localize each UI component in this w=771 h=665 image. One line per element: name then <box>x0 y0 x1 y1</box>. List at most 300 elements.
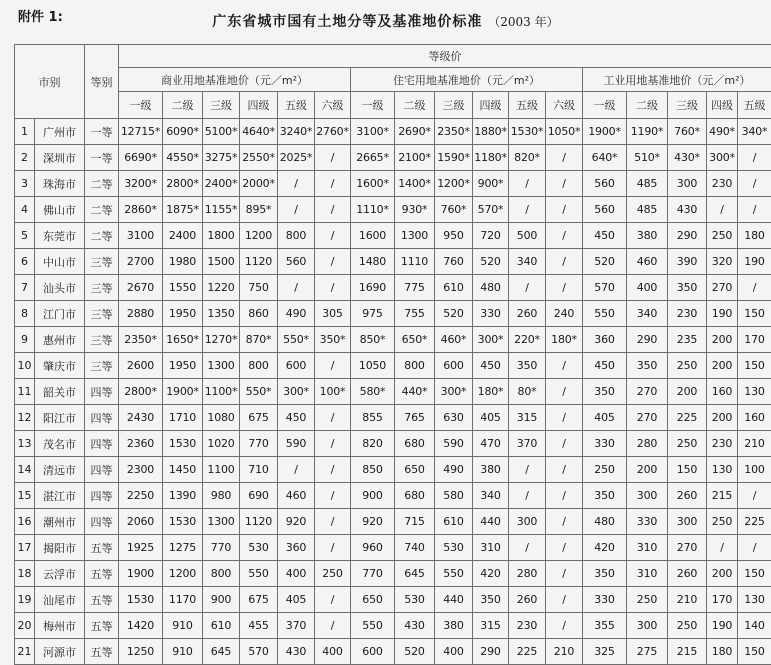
city-grade: 一等 <box>85 145 119 171</box>
price-cell: / <box>738 535 771 561</box>
price-cell: 300* <box>473 327 509 353</box>
table-row <box>15 431 771 457</box>
price-cell: 610 <box>203 613 240 639</box>
price-cell: / <box>738 483 771 509</box>
price-cell: 450 <box>583 353 627 379</box>
city-name: 深圳市 <box>35 145 85 171</box>
price-cell: 230 <box>509 613 546 639</box>
price-cell: 1530* <box>509 119 546 145</box>
city-grade: 五等 <box>85 587 119 613</box>
price-cell: 750 <box>240 275 278 301</box>
table-row <box>15 353 771 379</box>
table-row <box>15 301 771 327</box>
price-cell: 250 <box>707 509 738 535</box>
price-cell: / <box>546 587 583 613</box>
price-cell: 1080 <box>203 405 240 431</box>
row-number: 11 <box>15 379 35 405</box>
price-cell: 520 <box>395 639 435 665</box>
city-grade: 四等 <box>85 405 119 431</box>
price-cell: 630 <box>435 405 473 431</box>
price-cell: 210 <box>668 587 707 613</box>
table-row <box>15 587 771 613</box>
table-row <box>15 171 771 197</box>
price-cell: 2025* <box>278 145 315 171</box>
price-cell: 490 <box>278 301 315 327</box>
price-cell: 190 <box>707 613 738 639</box>
price-cell: 3240* <box>278 119 315 145</box>
table-row <box>15 405 771 431</box>
price-cell: 1120 <box>240 249 278 275</box>
price-cell: 1275 <box>163 535 203 561</box>
price-cell: 1800 <box>203 223 240 249</box>
header-residential: 住宅用地基准地价（元／m²） <box>351 68 583 92</box>
price-cell: 250 <box>668 431 707 457</box>
city-name: 中山市 <box>35 249 85 275</box>
price-cell: 400 <box>315 639 351 665</box>
price-cell: / <box>509 171 546 197</box>
price-cell: 340 <box>627 301 668 327</box>
price-cell: 2760* <box>315 119 351 145</box>
price-cell: 1200* <box>435 171 473 197</box>
price-cell: 350* <box>315 327 351 353</box>
price-cell: 600 <box>435 353 473 379</box>
price-cell: 130 <box>738 587 771 613</box>
table-body <box>15 119 771 665</box>
price-cell: 640* <box>583 145 627 171</box>
price-cell: / <box>315 353 351 379</box>
header-commercial-level: 一级 <box>119 92 163 119</box>
price-cell: 215 <box>668 639 707 665</box>
table-row <box>15 275 771 301</box>
price-cell: 1950 <box>163 353 203 379</box>
price-cell: 650 <box>351 587 395 613</box>
city-grade: 五等 <box>85 535 119 561</box>
price-cell: 300* <box>278 379 315 405</box>
city-name: 梅州市 <box>35 613 85 639</box>
price-cell: 1450 <box>163 457 203 483</box>
price-cell: 800 <box>240 353 278 379</box>
price-cell: 820* <box>509 145 546 171</box>
header-industrial: 工业用地基准地价（元／m²） <box>583 68 771 92</box>
price-cell: 2360 <box>119 431 163 457</box>
price-cell: 420 <box>583 535 627 561</box>
price-cell: 1100 <box>203 457 240 483</box>
price-cell: / <box>738 171 771 197</box>
price-cell: 305 <box>315 301 351 327</box>
price-cell: 850 <box>351 457 395 483</box>
price-cell: / <box>315 275 351 301</box>
city-grade: 二等 <box>85 171 119 197</box>
row-number: 19 <box>15 587 35 613</box>
price-cell: 1155* <box>203 197 240 223</box>
price-cell: 450 <box>473 353 509 379</box>
price-cell: 960 <box>351 535 395 561</box>
price-cell: 170 <box>738 327 771 353</box>
price-cell: / <box>546 561 583 587</box>
table-row <box>15 613 771 639</box>
price-cell: 580* <box>351 379 395 405</box>
row-number: 10 <box>15 353 35 379</box>
price-cell: / <box>315 535 351 561</box>
row-number: 6 <box>15 249 35 275</box>
header-commercial: 商业用地基准地价（元／m²） <box>119 68 351 92</box>
header-commercial-level: 二级 <box>163 92 203 119</box>
price-cell: 3100 <box>119 223 163 249</box>
header-commercial-level: 五级 <box>278 92 315 119</box>
price-cell: 1180* <box>473 145 509 171</box>
row-number: 17 <box>15 535 35 561</box>
price-cell: / <box>546 613 583 639</box>
price-cell: 350 <box>509 353 546 379</box>
price-cell: 1550 <box>163 275 203 301</box>
price-cell: 570 <box>583 275 627 301</box>
price-cell: / <box>546 483 583 509</box>
city-grade: 三等 <box>85 353 119 379</box>
header-commercial-level: 四级 <box>240 92 278 119</box>
price-cell: 1170 <box>163 587 203 613</box>
price-cell: 680 <box>395 431 435 457</box>
price-cell: 225 <box>668 405 707 431</box>
price-cell: / <box>509 275 546 301</box>
price-cell: 3200* <box>119 171 163 197</box>
price-cell: 1925 <box>119 535 163 561</box>
price-cell: 1600 <box>351 223 395 249</box>
price-cell: / <box>315 509 351 535</box>
price-cell: / <box>546 405 583 431</box>
price-cell: 580 <box>435 483 473 509</box>
price-cell: / <box>738 145 771 171</box>
price-cell: 1530 <box>163 431 203 457</box>
header-industrial-level: 五级 <box>738 92 771 119</box>
price-cell: / <box>509 457 546 483</box>
price-cell: 350 <box>627 353 668 379</box>
price-cell: 430* <box>668 145 707 171</box>
price-cell: 645 <box>203 639 240 665</box>
price-cell: 130 <box>738 379 771 405</box>
price-cell: / <box>315 405 351 431</box>
row-number: 18 <box>15 561 35 587</box>
row-number: 12 <box>15 405 35 431</box>
price-cell: 470 <box>473 431 509 457</box>
price-cell: 530 <box>435 535 473 561</box>
header-residential-level: 二级 <box>395 92 435 119</box>
price-cell: 2350* <box>119 327 163 353</box>
price-cell: 650* <box>395 327 435 353</box>
price-cell: 330 <box>583 587 627 613</box>
city-name: 广州市 <box>35 119 85 145</box>
price-cell: 330 <box>627 509 668 535</box>
table-row <box>15 119 771 145</box>
price-cell: 430 <box>278 639 315 665</box>
price-cell: / <box>546 249 583 275</box>
header-residential-level: 六级 <box>546 92 583 119</box>
price-cell: 4550* <box>163 145 203 171</box>
price-cell: / <box>315 145 351 171</box>
city-grade: 四等 <box>85 379 119 405</box>
price-cell: 480 <box>583 509 627 535</box>
price-cell: / <box>278 457 315 483</box>
price-cell: 1390 <box>163 483 203 509</box>
price-cell: 440* <box>395 379 435 405</box>
price-cell: 300 <box>627 613 668 639</box>
price-cell: / <box>738 275 771 301</box>
price-cell: 250 <box>668 353 707 379</box>
city-name: 河源市 <box>35 639 85 665</box>
price-cell: 240 <box>546 301 583 327</box>
price-cell: 460 <box>278 483 315 509</box>
price-cell: / <box>546 379 583 405</box>
row-number: 21 <box>15 639 35 665</box>
title-year: （2003 年） <box>488 15 558 29</box>
price-cell: 390 <box>668 249 707 275</box>
price-cell: 2800* <box>119 379 163 405</box>
document-title <box>0 11 771 31</box>
price-cell: 355 <box>583 613 627 639</box>
price-cell: 1300 <box>395 223 435 249</box>
price-cell: 370 <box>509 431 546 457</box>
price-cell: 80* <box>509 379 546 405</box>
price-cell: 860 <box>240 301 278 327</box>
price-cell: 1050* <box>546 119 583 145</box>
price-cell: 1480 <box>351 249 395 275</box>
price-cell: 225 <box>738 509 771 535</box>
price-cell: 405 <box>583 405 627 431</box>
row-number: 15 <box>15 483 35 509</box>
price-cell: 225 <box>509 639 546 665</box>
row-number: 14 <box>15 457 35 483</box>
city-grade: 一等 <box>85 119 119 145</box>
price-cell: 230 <box>707 431 738 457</box>
table-row <box>15 249 771 275</box>
price-cell: 870* <box>240 327 278 353</box>
price-cell: / <box>707 535 738 561</box>
price-cell: 200 <box>707 327 738 353</box>
price-cell: 500 <box>509 223 546 249</box>
price-cell: 450 <box>583 223 627 249</box>
table-row <box>15 535 771 561</box>
price-cell: 210 <box>738 431 771 457</box>
city-name: 潮州市 <box>35 509 85 535</box>
title-main: 广东省城市国有土地分等及基准地价标准 <box>212 14 482 30</box>
price-cell: / <box>315 431 351 457</box>
price-cell: 1650* <box>163 327 203 353</box>
price-cell: 230 <box>668 301 707 327</box>
price-cell: 610 <box>435 275 473 301</box>
price-cell: 5100* <box>203 119 240 145</box>
price-cell: / <box>315 613 351 639</box>
price-cell: 140 <box>738 613 771 639</box>
price-cell: 350 <box>668 275 707 301</box>
price-cell: 550 <box>583 301 627 327</box>
price-cell: 370 <box>278 613 315 639</box>
city-name: 清远市 <box>35 457 85 483</box>
price-cell: 215 <box>707 483 738 509</box>
land-price-table <box>14 44 771 665</box>
price-cell: 760* <box>668 119 707 145</box>
price-cell: 770 <box>240 431 278 457</box>
price-cell: 510* <box>627 145 668 171</box>
price-cell: 250 <box>315 561 351 587</box>
table-row <box>15 457 771 483</box>
price-cell: 1120 <box>240 509 278 535</box>
price-cell: 340 <box>473 483 509 509</box>
header-residential-level: 一级 <box>351 92 395 119</box>
attachment-label: 附件 1: <box>18 6 63 25</box>
row-number: 8 <box>15 301 35 327</box>
city-grade: 二等 <box>85 223 119 249</box>
price-cell: 800 <box>203 561 240 587</box>
price-cell: 2000* <box>240 171 278 197</box>
price-cell: / <box>509 197 546 223</box>
price-cell: 910 <box>163 613 203 639</box>
price-cell: 930* <box>395 197 435 223</box>
price-cell: 900 <box>351 483 395 509</box>
city-grade: 四等 <box>85 431 119 457</box>
price-cell: 490* <box>707 119 738 145</box>
price-cell: 200 <box>668 379 707 405</box>
price-cell: 1950 <box>163 301 203 327</box>
city-grade: 四等 <box>85 483 119 509</box>
price-cell: 160 <box>707 379 738 405</box>
price-cell: 760 <box>435 249 473 275</box>
price-cell: 440 <box>435 587 473 613</box>
table-row <box>15 223 771 249</box>
table-row <box>15 379 771 405</box>
city-grade: 三等 <box>85 275 119 301</box>
city-name: 茂名市 <box>35 431 85 457</box>
price-cell: 560 <box>583 171 627 197</box>
header-grade: 等别 <box>85 45 119 119</box>
city-grade: 三等 <box>85 327 119 353</box>
price-cell: 180* <box>546 327 583 353</box>
price-cell: 590 <box>435 431 473 457</box>
price-cell: 340* <box>738 119 771 145</box>
header-price-group: 等级价 <box>119 45 771 68</box>
price-cell: 560 <box>583 197 627 223</box>
price-cell: 130 <box>707 457 738 483</box>
price-cell: 260 <box>668 483 707 509</box>
price-cell: 1875* <box>163 197 203 223</box>
city-name: 韶关市 <box>35 379 85 405</box>
row-number: 20 <box>15 613 35 639</box>
price-cell: 1500 <box>203 249 240 275</box>
price-cell: 1900* <box>163 379 203 405</box>
price-cell: 570 <box>240 639 278 665</box>
row-number: 9 <box>15 327 35 353</box>
price-cell: 760* <box>435 197 473 223</box>
price-cell: 520 <box>435 301 473 327</box>
price-cell: 975 <box>351 301 395 327</box>
price-cell: 570* <box>473 197 509 223</box>
price-cell: 430 <box>395 613 435 639</box>
price-cell: 530 <box>240 535 278 561</box>
price-cell: 1050 <box>351 353 395 379</box>
price-cell: 380 <box>435 613 473 639</box>
price-cell: 1530 <box>163 509 203 535</box>
price-cell: 2700 <box>119 249 163 275</box>
price-cell: / <box>315 197 351 223</box>
price-cell: 220* <box>509 327 546 353</box>
header-industrial-level: 二级 <box>627 92 668 119</box>
price-cell: 480 <box>473 275 509 301</box>
header-industrial-level: 一级 <box>583 92 627 119</box>
row-number: 16 <box>15 509 35 535</box>
price-cell: 590 <box>278 431 315 457</box>
price-cell: 1300 <box>203 353 240 379</box>
price-cell: / <box>509 535 546 561</box>
city-name: 汕头市 <box>35 275 85 301</box>
price-cell: 300 <box>668 171 707 197</box>
price-cell: 550* <box>240 379 278 405</box>
price-cell: 210 <box>546 639 583 665</box>
price-cell: 755 <box>395 301 435 327</box>
table-row <box>15 327 771 353</box>
price-cell: 230 <box>707 171 738 197</box>
price-cell: 2800* <box>163 171 203 197</box>
price-cell: 350 <box>583 561 627 587</box>
price-cell: 650 <box>395 457 435 483</box>
price-cell: 200 <box>707 561 738 587</box>
price-cell: / <box>546 275 583 301</box>
price-cell: 100 <box>738 457 771 483</box>
price-cell: 380 <box>627 223 668 249</box>
price-cell: 270 <box>627 379 668 405</box>
price-cell: 280 <box>509 561 546 587</box>
price-cell: 12715* <box>119 119 163 145</box>
price-cell: / <box>546 353 583 379</box>
header-residential-level: 四级 <box>473 92 509 119</box>
header-commercial-level: 六级 <box>315 92 351 119</box>
price-cell: 380 <box>473 457 509 483</box>
price-cell: 920 <box>278 509 315 535</box>
row-number: 4 <box>15 197 35 223</box>
price-cell: / <box>546 145 583 171</box>
price-cell: 300* <box>707 145 738 171</box>
row-number: 3 <box>15 171 35 197</box>
price-cell: 190 <box>738 249 771 275</box>
price-cell: 485 <box>627 197 668 223</box>
header-commercial-level: 三级 <box>203 92 240 119</box>
price-cell: 300 <box>509 509 546 535</box>
price-cell: 150 <box>738 639 771 665</box>
row-number: 7 <box>15 275 35 301</box>
price-cell: 1300 <box>203 509 240 535</box>
city-name: 惠州市 <box>35 327 85 353</box>
price-cell: / <box>315 223 351 249</box>
price-cell: 360 <box>583 327 627 353</box>
price-cell: 520 <box>583 249 627 275</box>
price-cell: 550* <box>278 327 315 353</box>
price-cell: / <box>315 457 351 483</box>
table-row <box>15 483 771 509</box>
city-grade: 三等 <box>85 301 119 327</box>
price-cell: 820 <box>351 431 395 457</box>
price-cell: 6090* <box>163 119 203 145</box>
price-cell: 740 <box>395 535 435 561</box>
price-cell: / <box>546 509 583 535</box>
price-cell: 770 <box>203 535 240 561</box>
price-cell: 150 <box>738 561 771 587</box>
price-cell: 150 <box>668 457 707 483</box>
price-cell: 1350 <box>203 301 240 327</box>
price-cell: 1400* <box>395 171 435 197</box>
price-cell: / <box>509 483 546 509</box>
city-name: 阳江市 <box>35 405 85 431</box>
price-cell: 645 <box>395 561 435 587</box>
price-cell: 400 <box>435 639 473 665</box>
price-cell: 680 <box>395 483 435 509</box>
price-cell: 180 <box>707 639 738 665</box>
